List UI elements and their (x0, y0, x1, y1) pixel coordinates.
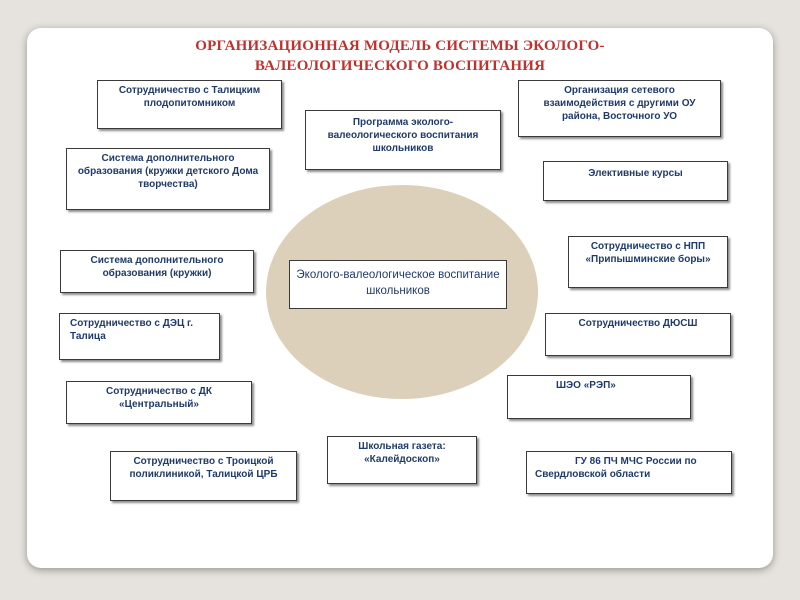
node-extra-ed-house: Система дополнительного образования (кружки детского Дома творчества) (66, 148, 270, 210)
node-gu86: ГУ 86 ПЧ МЧС России по Свердловской области (526, 451, 732, 494)
node-network: Организация сетевого взаимодействия с другими ОУ района, Восточного УО (518, 80, 721, 137)
node-troitsk-clinic: Сотрудничество с Троицкой поликлиникой, Талицкой ЦРБ (110, 451, 297, 501)
node-talitsa-nursery: Сотрудничество с Талицким плодопитомником (97, 80, 282, 129)
node-dec-talitsa: Сотрудничество с ДЭЦ г. Талица (59, 313, 220, 360)
node-npp-pripyshma: Сотрудничество с НПП «Припышминские боры» (568, 236, 728, 288)
node-electives: Элективные курсы (543, 161, 728, 201)
node-dk-central: Сотрудничество с ДК «Центральный» (66, 381, 252, 424)
node-dyussh: Сотрудничество ДЮСШ (545, 313, 731, 356)
node-sheo-rep: ШЭО «РЭП» (507, 375, 691, 419)
diagram-title-line-2: ВАЛЕОЛОГИЧЕСКОГО ВОСПИТАНИЯ (254, 58, 546, 74)
diagram-title-line-1: ОРГАНИЗАЦИОННАЯ МОДЕЛЬ СИСТЕМЫ ЭКОЛОГО- (195, 38, 605, 54)
center-node: Эколого-валеологическое воспитание школьников (289, 260, 507, 309)
node-program: Программа эколого-валеологического воспитания школьников (305, 110, 501, 170)
node-newspaper: Школьная газета: «Калейдоскоп» (327, 436, 477, 484)
node-extra-ed-clubs: Система дополнительного образования (кружки) (60, 250, 254, 293)
